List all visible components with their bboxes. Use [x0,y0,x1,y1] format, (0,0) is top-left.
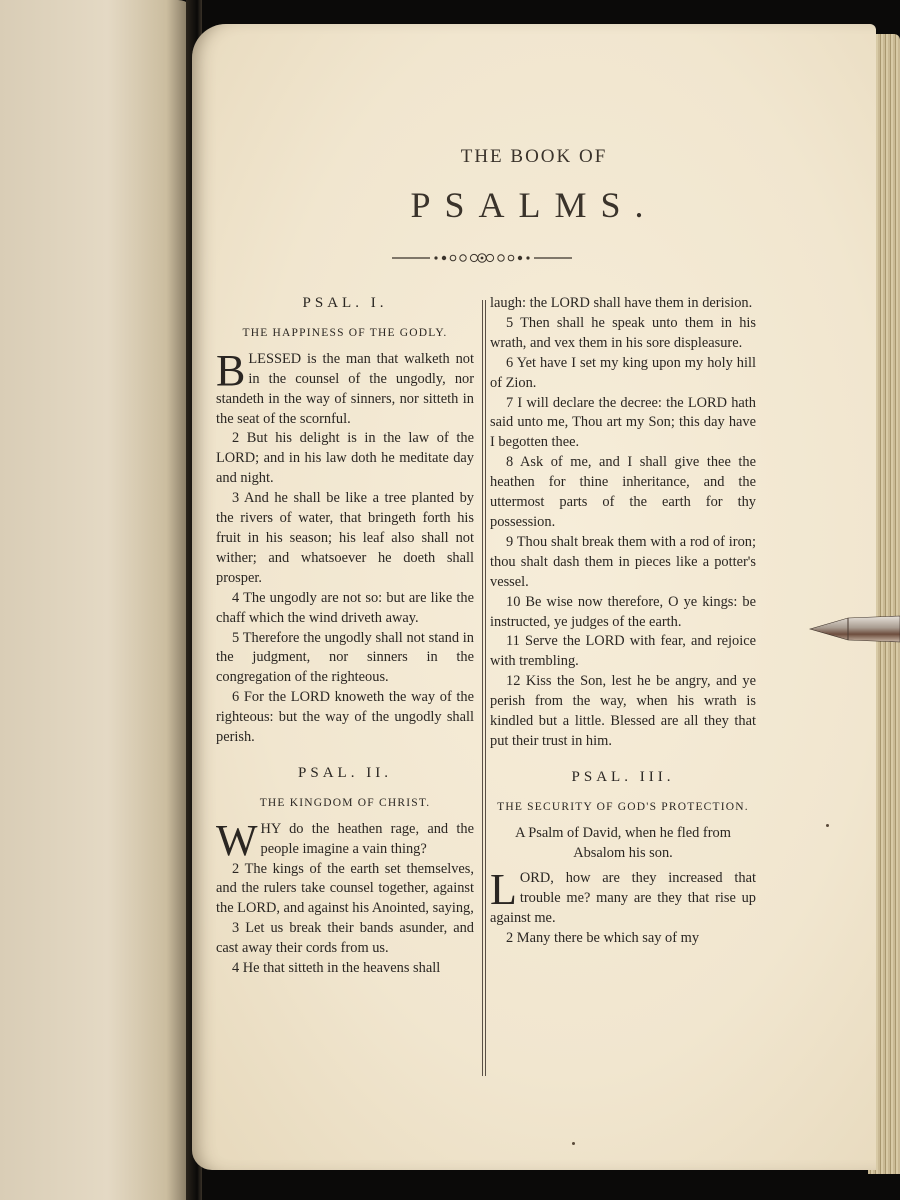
psalm-2-heading: PSAL. II. [298,764,392,781]
psalm-1-verse-6: 6 For the LORD knoweth the way of the righteous: but the way of the ungodly shall perish. [216,689,474,746]
psalm-2-verse-4: 4 He that sitteth in the heavens shall [232,960,441,977]
bookmark-pen-icon [808,610,900,648]
left-column [216,294,474,979]
psalm-1-subtitle: THE HAPPINESS OF THE GODLY. [242,326,448,339]
psalm-2-verse-1: WHY do the heathen rage, and the people imagine a vain thing? [216,815,474,865]
right-page [192,24,876,1170]
right-column [490,294,756,949]
psalm-2-verse-10: 10 Be wise now therefore, O ye kings: be instructed, ye judges of the earth. [490,593,756,630]
psalm-1-verse-5: 5 Therefore the ungodly shall not stand in the judgment, nor sinners in the congregation of the righteous. [216,629,474,686]
psalm-1-verse-1: BLESSED is the man that walketh not in the counsel of the ungodly, nor standeth in the way of sinners, nor sitteth in the seat of the scornful. [216,345,474,427]
psalm-3-dropcap: L [490,865,517,915]
psalm-1-dropcap: B [216,345,246,395]
psalm-2-verse-5: 5 Then shall he speak unto them in his wrath, and vex them in his sore displeasure. [490,314,756,351]
psalm-3-subtitle: THE SECURITY OF GOD'S PROTECTION. [497,800,749,813]
psalm-2-dropcap: W [216,815,258,865]
psalm-1-verse-3: 3 And he shall be like a tree planted by the rivers of water, that bringeth forth his fruit in his season; his leaf also shall not wither; and whatsoever he doeth shall prosper. [216,490,474,586]
psalm-2-verse-2: 2 The kings of the earth set themselves, and the rulers take counsel together, against the LORD, and against his Anointed, saying, [216,860,474,917]
psalm-2-verse-4-cont: laugh: the LORD shall have them in derision. [490,295,753,311]
psalm-2-verse-7: 7 I will declare the decree: the LORD hath said unto me, Thou art my Son; this day have I begotten thee. [490,394,756,451]
psalm-2-verse-11: 11 Serve the LORD with fear, and rejoice with trembling. [490,633,756,670]
psalm-2-verse-8: 8 Ask of me, and I shall give thee the heathen for thine inheritance, and the uttermost parts of the earth for thy possession. [490,454,756,530]
left-page [0,0,196,1200]
paper-speck [572,1142,575,1145]
psalm-1-heading: PSAL. I. [302,295,388,311]
psalm-1-verse-4: 4 The ungodly are not so: but are like the chaff which the wind driveth away. [216,589,474,626]
psalm-2-verse-3: 3 Let us break their bands asunder, and cast away their cords from us. [216,920,474,957]
psalm-3-superscription: A Psalm of David, when he fled from Absalom his son. [515,824,731,861]
paper-speck [826,824,829,827]
psalm-2-subtitle: THE KINGDOM OF CHRIST. [259,796,431,809]
column-rule [482,300,486,1076]
psalm-2-verse-9: 9 Thou shalt break them with a rod of iron; thou shalt dash them in pieces like a potter's vessel. [490,533,756,590]
psalm-3-verse-1: LORD, how are they increased that trouble me? many are they that rise up against me. [490,865,756,927]
book-of-heading: THE BOOK OF [460,146,608,167]
psalm-2-verse-6: 6 Yet have I set my king upon my holy hill of Zion. [490,354,756,391]
psalm-3-heading: PSAL. III. [571,768,675,785]
psalm-3-verse-2: 2 Many there be which say of my [506,930,700,947]
ornament-divider [392,250,572,266]
psalm-2-verse-12: 12 Kiss the Son, lest he be angry, and ye perish from the way, when his wrath is kindled but a little. Blessed are all they that put their trust in him. [490,673,756,749]
psalm-1-verse-2: 2 But his delight is in the law of the LORD; and in his law doth he meditate day and night. [216,430,474,487]
book-title: PSALMS. [410,185,658,225]
